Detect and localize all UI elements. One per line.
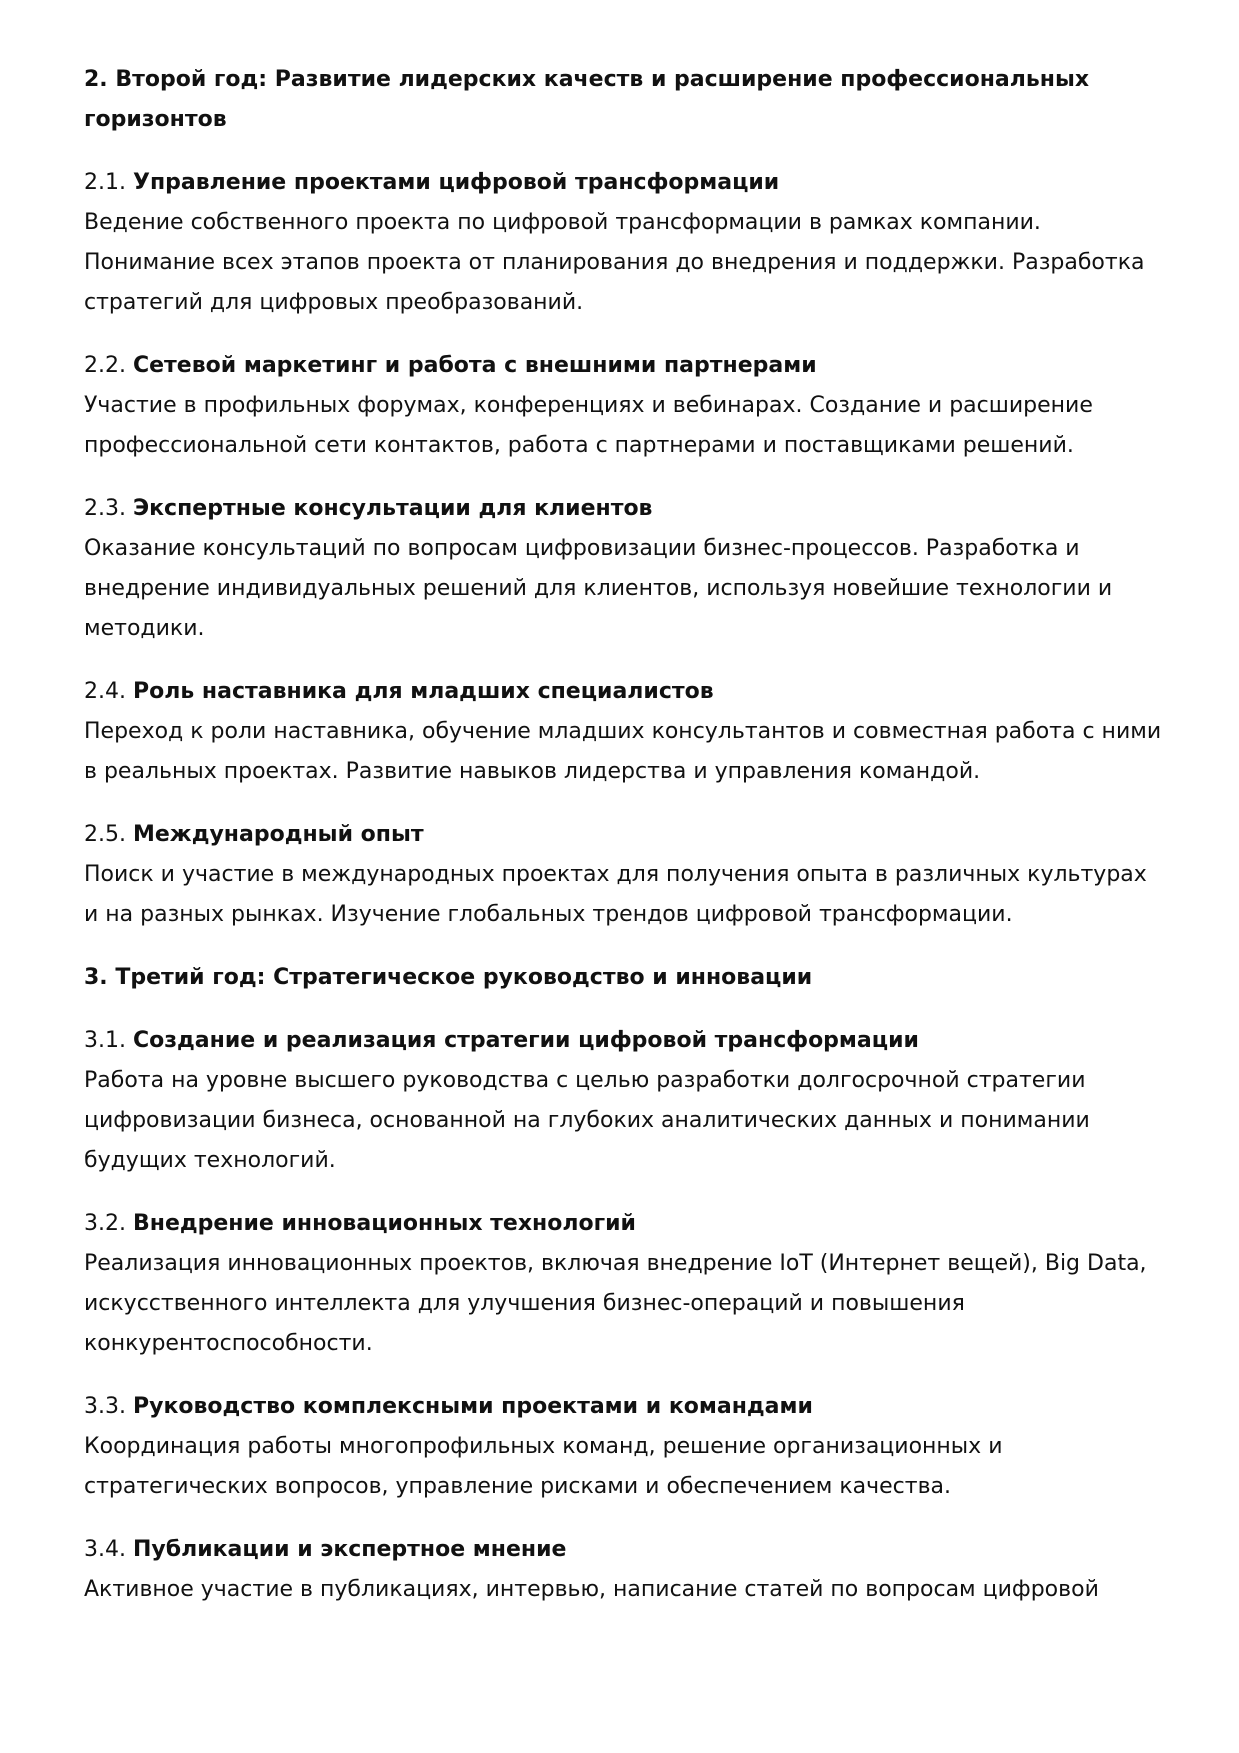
item-description: Работа на уровне высшего руководства с целью разработки долгосрочной стратегии цифровизации бизнеса, основанной на глубоких аналитических данных и понимании будущих технологий.	[84, 1068, 1090, 1173]
item-description: Координация работы многопрофильных команд, решение организационных и стратегических вопросов, управление рисками и обеспечением качества.	[84, 1434, 1003, 1499]
list-item-2-2	[84, 346, 1164, 466]
list-item-3-2	[84, 1204, 1164, 1364]
list-item-2-1	[84, 163, 1164, 323]
item-title: Экспертные консультации для клиентов	[132, 496, 653, 521]
list-item-2-4	[84, 672, 1164, 792]
list-item-2-3	[84, 489, 1164, 649]
item-title: Создание и реализация стратегии цифровой трансформации	[132, 1028, 919, 1053]
section-year-3	[84, 958, 1164, 1610]
item-title: Руководство комплексными проектами и командами	[132, 1394, 813, 1419]
item-description: Ведение собственного проекта по цифровой трансформации в рамках компании. Понимание всех этапов проекта от планирования до внедрения и поддержки. Разработка стратегий для цифровых преобразований.	[84, 210, 1145, 315]
item-title-line	[84, 815, 1164, 855]
item-number: 2.5.	[84, 822, 126, 847]
section-heading: 2. Второй год: Развитие лидерских качеств и расширение профессиональных горизонтов	[84, 67, 1090, 132]
item-description: Переход к роли наставника, обучение младших консультантов и совместная работа с ними в реальных проектах. Развитие навыков лидерства и управления командой.	[84, 719, 1162, 784]
list-item-3-1	[84, 1021, 1164, 1181]
item-title: Сетевой маркетинг и работа с внешними партнерами	[132, 353, 817, 378]
item-number: 2.3.	[84, 496, 126, 521]
item-number: 2.4.	[84, 679, 126, 704]
document-page	[84, 60, 1164, 1610]
item-number: 3.2.	[84, 1211, 126, 1236]
item-title-line	[84, 1530, 1164, 1570]
item-number: 2.1.	[84, 170, 126, 195]
item-title-line	[84, 163, 1164, 203]
item-description: Поиск и участие в международных проектах для получения опыта в различных культурах и на разных рынках. Изучение глобальных трендов цифровой трансформации.	[84, 862, 1147, 927]
item-title-line	[84, 1021, 1164, 1061]
item-title-line	[84, 346, 1164, 386]
list-item-3-4	[84, 1530, 1164, 1610]
item-title: Внедрение инновационных технологий	[132, 1211, 636, 1236]
item-number: 3.1.	[84, 1028, 126, 1053]
item-title-line	[84, 1204, 1164, 1244]
item-title-line	[84, 1387, 1164, 1427]
item-title-line	[84, 672, 1164, 712]
list-item-3-3	[84, 1387, 1164, 1507]
item-number: 2.2.	[84, 353, 126, 378]
item-title-line	[84, 489, 1164, 529]
item-title: Управление проектами цифровой трансформации	[132, 170, 780, 195]
item-description: Реализация инновационных проектов, включая внедрение IoT (Интернет вещей), Big Data, искусственного интеллекта для улучшения бизнес-операций и повышения конкурентоспособности.	[84, 1251, 1147, 1356]
item-title: Международный опыт	[132, 822, 424, 847]
item-number: 3.3.	[84, 1394, 126, 1419]
item-description: Участие в профильных форумах, конференциях и вебинарах. Создание и расширение профессиональной сети контактов, работа с партнерами и поставщиками решений.	[84, 393, 1093, 458]
item-number: 3.4.	[84, 1537, 126, 1562]
section-heading: 3. Третий год: Стратегическое руководство и инновации	[84, 965, 813, 990]
item-description: Активное участие в публикациях, интервью, написание статей по вопросам цифровой	[84, 1577, 1099, 1602]
list-item-2-5	[84, 815, 1164, 935]
item-description: Оказание консультаций по вопросам цифровизации бизнес-процессов. Разработка и внедрение индивидуальных решений для клиентов, используя новейшие технологии и методики.	[84, 536, 1113, 641]
item-title: Публикации и экспертное мнение	[132, 1537, 567, 1562]
item-title: Роль наставника для младших специалистов	[132, 679, 714, 704]
section-year-2	[84, 60, 1164, 935]
